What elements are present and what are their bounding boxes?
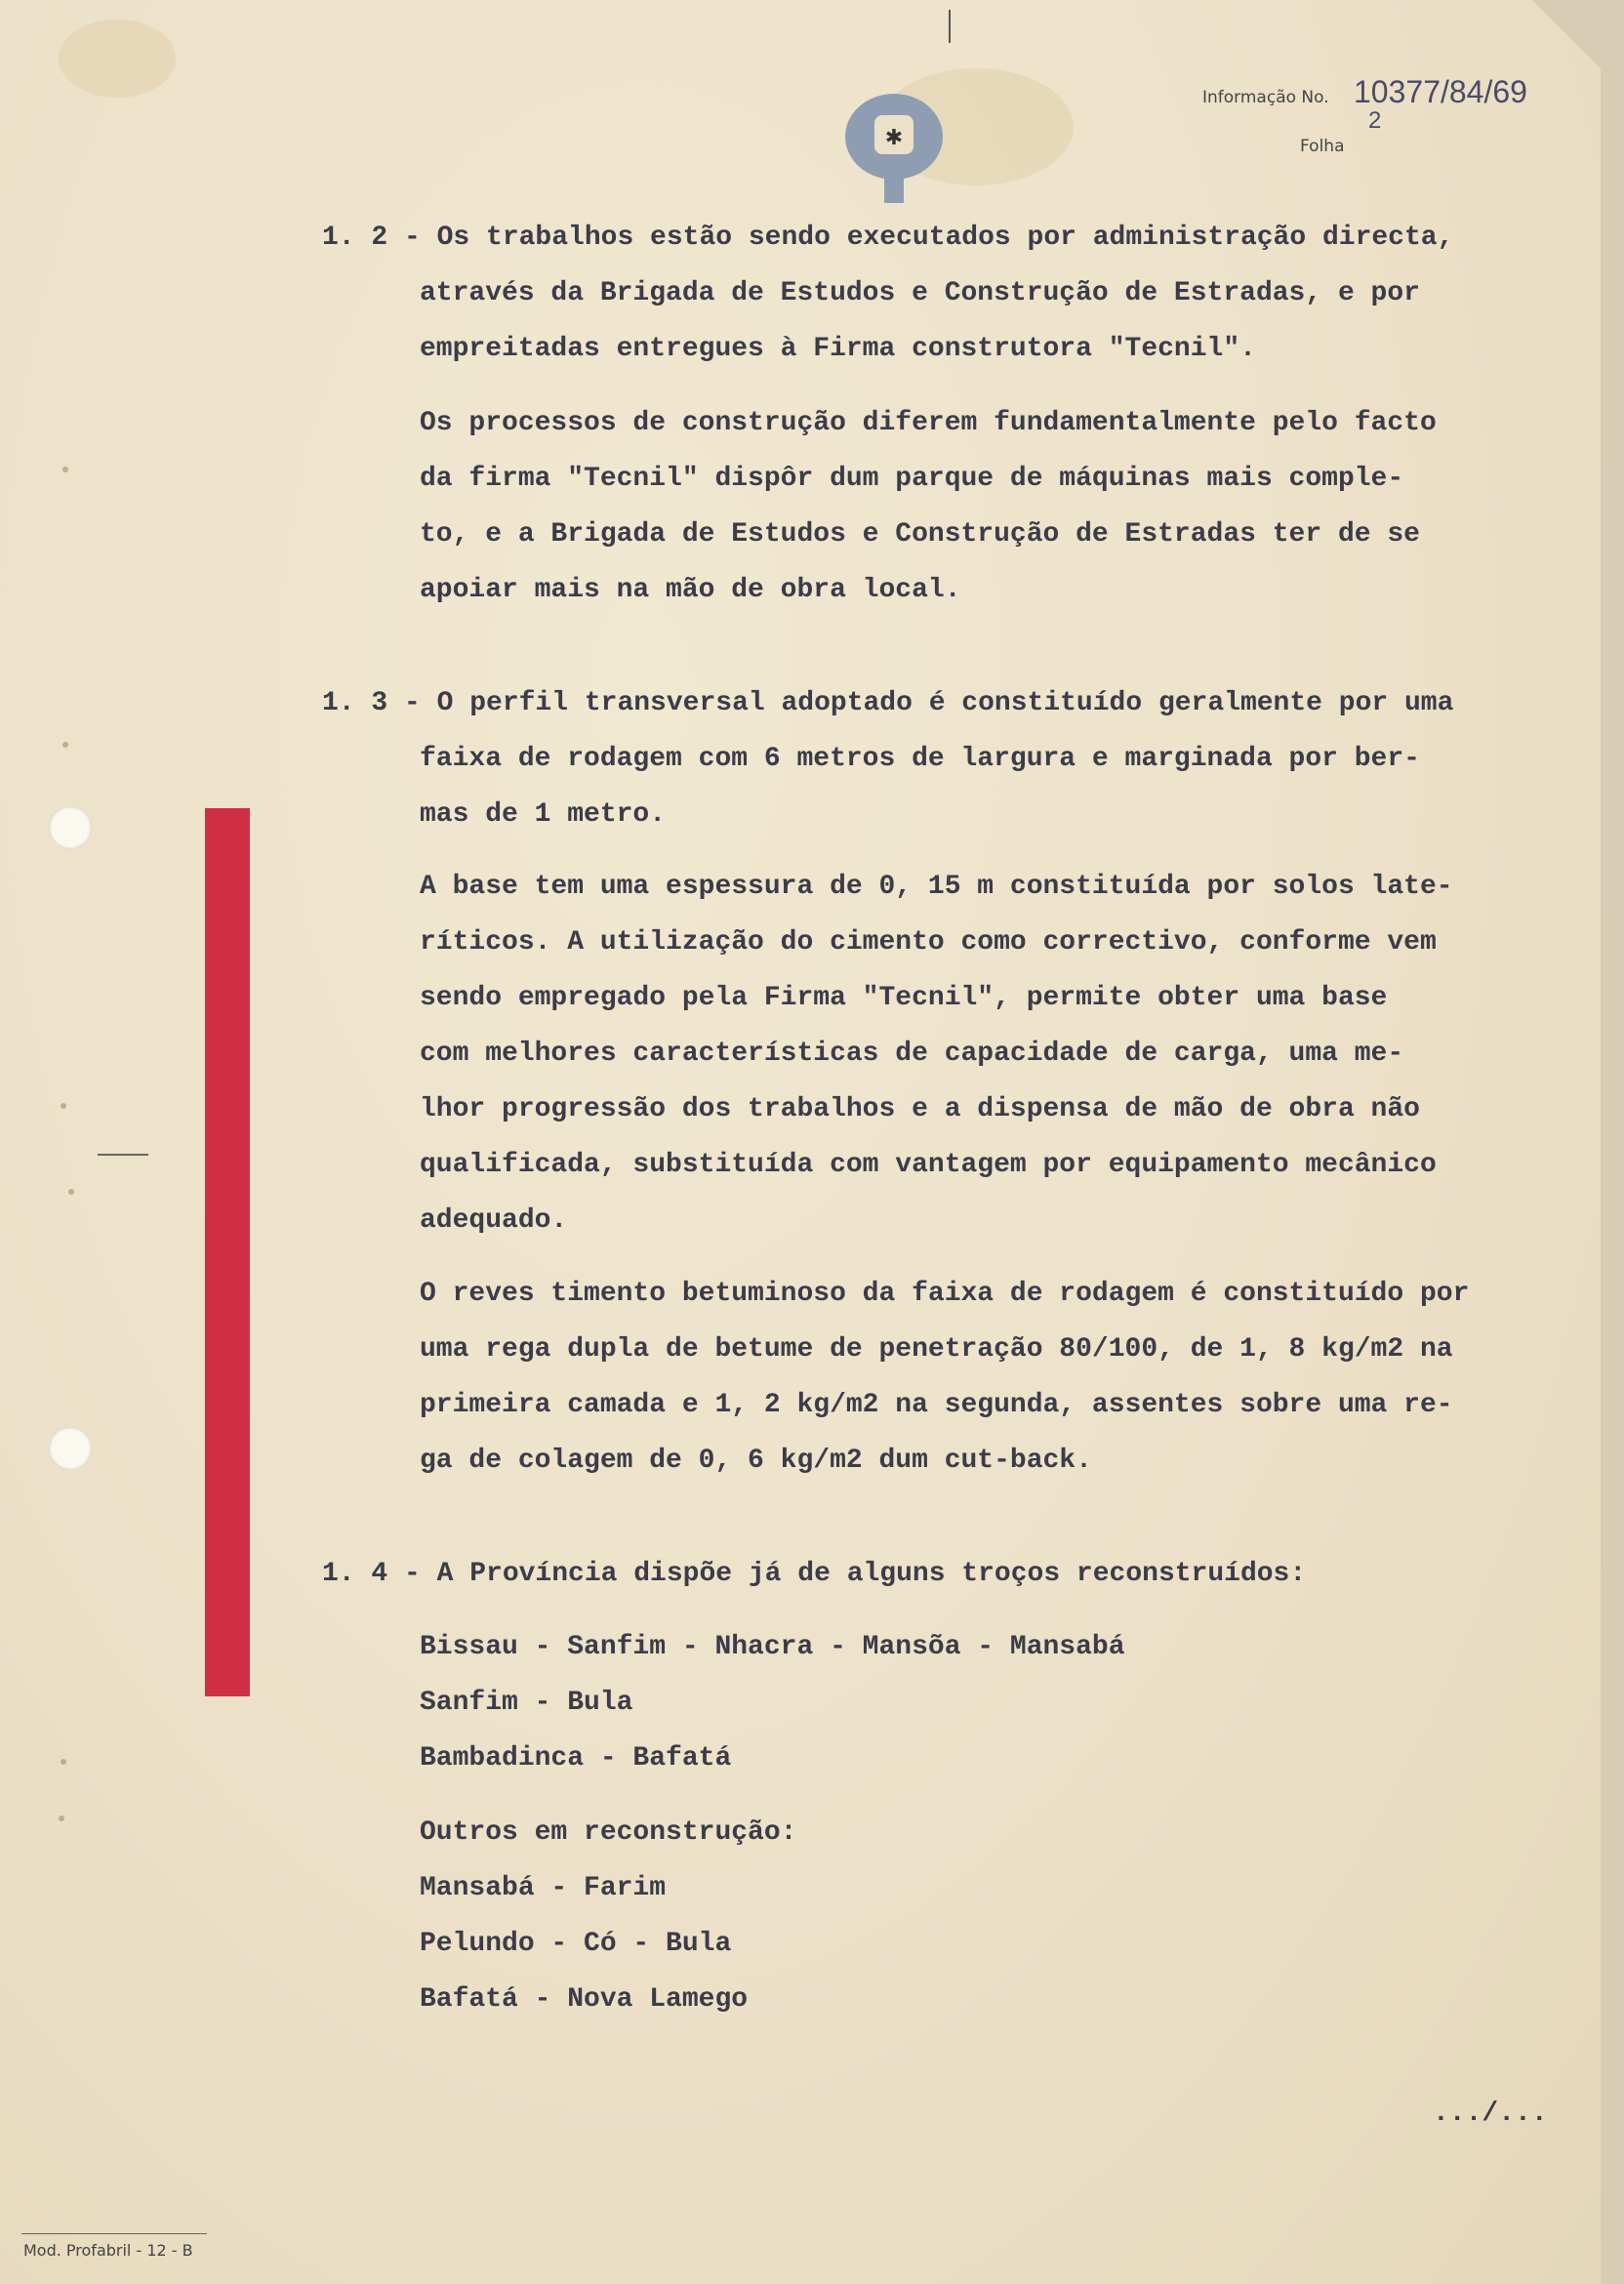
paragraph-line: lhor progressão dos trabalhos e a dispensa de mão de obra não — [420, 1094, 1420, 1124]
road-item: Bambadinca - Bafatá — [420, 1743, 732, 1774]
paragraph-line: O reves timento betuminoso da faixa de rodagem é constituído por — [420, 1279, 1470, 1309]
punch-hole — [49, 1427, 92, 1470]
continuation-mark: .../... — [1433, 2099, 1548, 2129]
paragraph-line: adequado. — [420, 1205, 568, 1236]
footer-rule — [21, 2233, 207, 2234]
paragraph-line: da firma "Tecnil" dispôr dum parque de máquinas mais comple- — [420, 464, 1404, 494]
info-number: 10377/84/69 — [1354, 74, 1527, 109]
paper-speck — [61, 1759, 66, 1765]
paragraph-line: Os processos de construção diferem fundamentalmente pelo facto — [420, 408, 1437, 438]
paragraph-line: qualificada, substituída com vantagem por equipamento mecânico — [420, 1150, 1437, 1180]
paragraph-line: ga de colagem de 0, 6 kg/m2 dum cut-back. — [420, 1446, 1092, 1476]
paragraph-line: ríticos. A utilização do cimento como correctivo, conforme vem — [420, 927, 1437, 958]
paper-stain — [59, 20, 176, 98]
paper-speck — [61, 1103, 66, 1109]
folha-number: 2 — [1368, 107, 1382, 134]
section-1-2-line: empreitadas entregues à Firma construtora "Tecnil". — [420, 334, 1256, 364]
others-label: Outros em reconstrução: — [420, 1817, 797, 1848]
margin-mark — [98, 1154, 148, 1156]
road-item: Mansabá - Farim — [420, 1873, 667, 1903]
profabril-logo-icon — [839, 90, 949, 205]
road-item: Sanfim - Bula — [420, 1688, 633, 1718]
paper-speck — [59, 1815, 64, 1821]
paragraph-line: primeira camada e 1, 2 kg/m2 na segunda, assentes sobre uma re- — [420, 1390, 1453, 1420]
road-item: Bafatá - Nova Lamego — [420, 1984, 749, 2015]
paper-speck — [62, 467, 68, 472]
red-marker-strip — [205, 808, 250, 1696]
paper-speck — [68, 1189, 74, 1195]
svg-text:✱: ✱ — [884, 126, 904, 150]
paragraph-line: A base tem uma espessura de 0, 15 m constituída por solos late- — [420, 872, 1453, 902]
section-1-2-line: através da Brigada de Estudos e Construção de Estradas, e por — [420, 278, 1420, 308]
road-item: Bissau - Sanfim - Nhacra - Mansõa - Mansabá — [420, 1632, 1125, 1662]
paper-speck — [62, 742, 68, 748]
paragraph-line: com melhores características de capacidade de carga, uma me- — [420, 1039, 1404, 1069]
section-1-3-line: faixa de rodagem com 6 metros de largura e marginada por ber- — [420, 744, 1420, 774]
section-1-2-line: 1. 2 - Os trabalhos estão sendo executados por administração directa, — [322, 223, 1454, 253]
paragraph-line: sendo empregado pela Firma "Tecnil", permite obter uma base — [420, 983, 1388, 1013]
section-1-3-line: mas de 1 metro. — [420, 799, 667, 830]
form-code: Mod. Profabril - 12 - B — [23, 2241, 193, 2260]
document-header — [1202, 74, 1527, 156]
margin-mark — [949, 10, 951, 43]
road-item: Pelundo - Có - Bula — [420, 1929, 732, 1959]
info-label: Informação No. — [1202, 88, 1329, 107]
paragraph-line: to, e a Brigada de Estudos e Construção de Estradas ter de se — [420, 519, 1420, 550]
paragraph-line: apoiar mais na mão de obra local. — [420, 575, 961, 605]
folded-corner — [1532, 0, 1601, 68]
section-1-4-heading: 1. 4 - A Província dispõe já de alguns troços reconstruídos: — [322, 1559, 1307, 1589]
paragraph-line: uma rega dupla de betume de penetração 80/100, de 1, 8 kg/m2 na — [420, 1334, 1453, 1365]
folha-label: Folha — [1300, 137, 1345, 156]
section-1-3-line: 1. 3 - O perfil transversal adoptado é constituído geralmente por uma — [322, 688, 1454, 718]
punch-hole — [49, 806, 92, 849]
